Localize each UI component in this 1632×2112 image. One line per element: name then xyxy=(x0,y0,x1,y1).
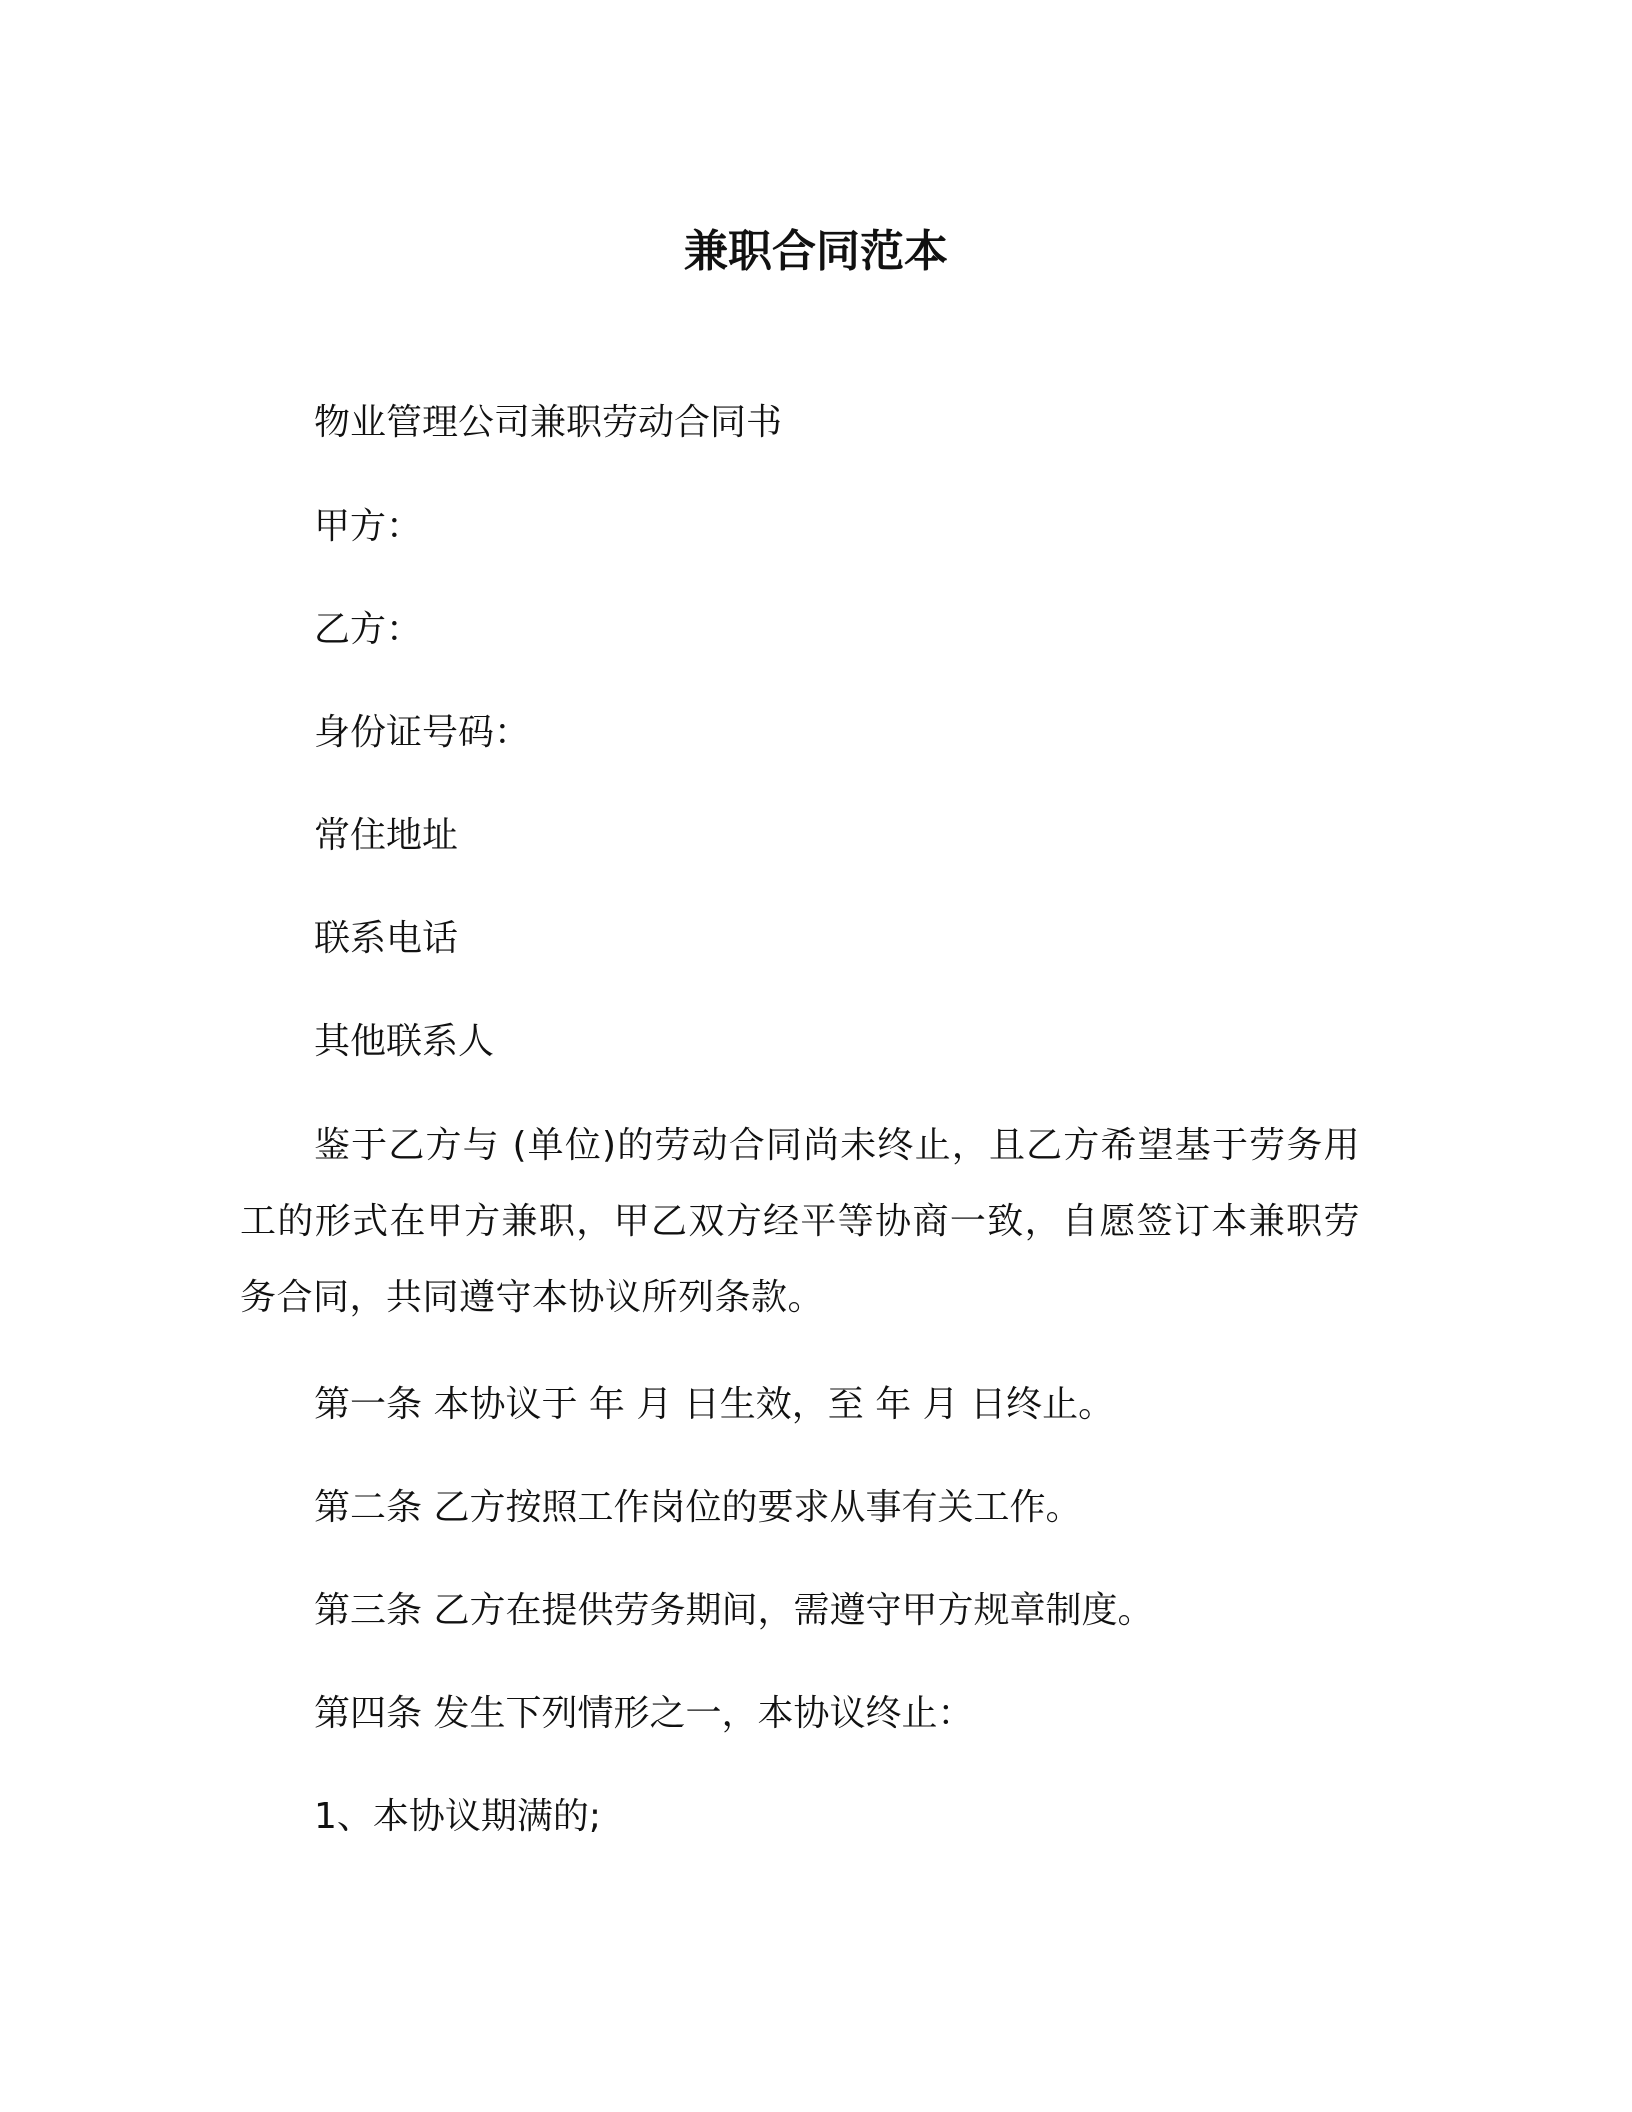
article-1: 第一条 本协议于 年 月 日生效，至 年 月 日终止。 xyxy=(314,1384,1115,1425)
preamble-paragraph: 鉴于乙方与 (单位)的劳动合同尚未终止，且乙方希望基于劳务用工的形式在甲方兼职，甲乙双方经平等协商一致，自愿签订本兼职劳务合同，共同遵守本协议所列条款。 xyxy=(240,1125,1360,1318)
list-item: 1、本协议期满的; xyxy=(314,1796,602,1837)
party-b-field: 乙方： xyxy=(314,609,423,650)
document-title: 兼职合同范本 xyxy=(684,226,948,277)
document-subtitle: 物业管理公司兼职劳动合同书 xyxy=(314,402,783,443)
other-contact-field: 其他联系人 xyxy=(314,1021,495,1062)
party-a-field: 甲方： xyxy=(314,506,423,547)
article-3: 第三条 乙方在提供劳务期间，需遵守甲方规章制度。 xyxy=(314,1590,1154,1631)
article-2: 第二条 乙方按照工作岗位的要求从事有关工作。 xyxy=(314,1487,1082,1528)
id-number-field: 身份证号码： xyxy=(314,712,531,753)
article-4: 第四条 发生下列情形之一，本协议终止： xyxy=(314,1693,974,1734)
phone-field: 联系电话 xyxy=(314,918,459,959)
address-field: 常住地址 xyxy=(314,815,459,856)
